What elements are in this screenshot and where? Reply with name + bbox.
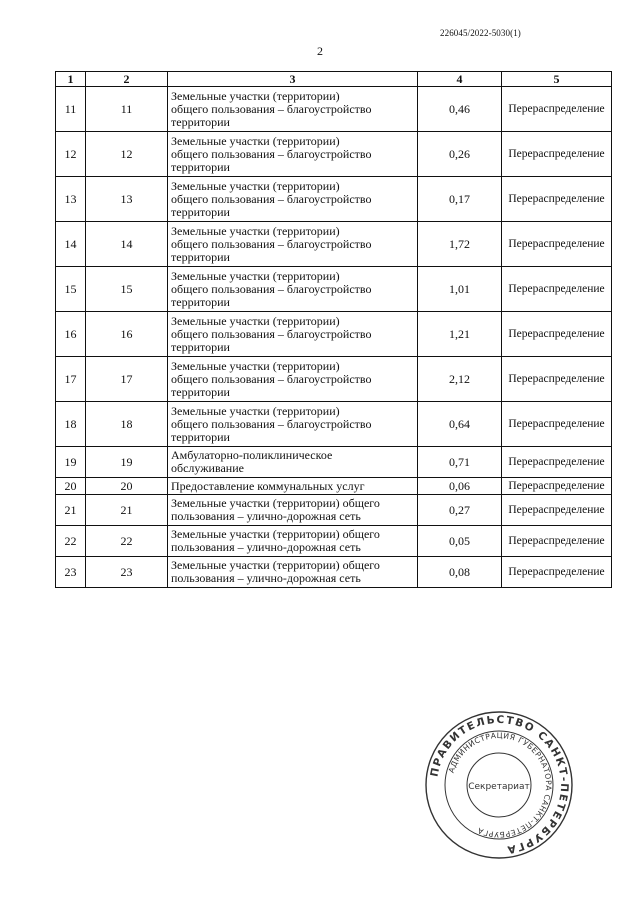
area-value: 0,64 — [418, 402, 502, 447]
area-value: 0,26 — [418, 132, 502, 177]
description-line: общего пользования – благоустройство — [171, 416, 372, 431]
land-use-description — [168, 447, 418, 478]
description-line: Амбулаторно-поликлиническое — [171, 448, 333, 462]
table-row — [56, 402, 612, 447]
area-value: 1,72 — [418, 222, 502, 267]
method-value: Перераспределение — [502, 132, 612, 177]
land-use-description — [168, 357, 418, 402]
row-number: 16 — [56, 312, 86, 357]
table-row — [56, 87, 612, 132]
area-value: 0,46 — [418, 87, 502, 132]
land-use-description — [168, 526, 418, 557]
description-line: Земельные участки (территории) — [171, 178, 340, 193]
method-value: Перераспределение — [502, 312, 612, 357]
allocation-table — [55, 71, 612, 588]
plot-number: 15 — [86, 267, 168, 312]
seal-center-text: Секретариат — [468, 782, 530, 792]
plot-number: 19 — [86, 447, 168, 478]
land-use-description — [168, 132, 418, 177]
area-value: 2,12 — [418, 357, 502, 402]
document-id: 226045/2022-5030(1) — [440, 28, 521, 38]
table-row — [56, 557, 612, 588]
description-line: Земельные участки (территории) — [171, 133, 340, 148]
plot-number: 17 — [86, 357, 168, 402]
description-line: территории — [171, 249, 230, 264]
method-value: Перераспределение — [502, 222, 612, 267]
land-use-description — [168, 222, 418, 267]
table-row — [56, 357, 612, 402]
column-header: 4 — [418, 72, 502, 87]
area-value: 0,27 — [418, 495, 502, 526]
plot-number: 20 — [86, 478, 168, 495]
column-header: 5 — [502, 72, 612, 87]
method-value: Перераспределение — [502, 177, 612, 222]
seal-inner-text: АДМИНИСТРАЦИЯ ГУБЕРНАТОРА САНКТ-ПЕТЕРБУРГА — [446, 730, 554, 840]
method-value: Перераспределение — [502, 495, 612, 526]
table-row — [56, 478, 612, 495]
area-value: 0,71 — [418, 447, 502, 478]
description-line: Земельные участки (территории) — [171, 88, 340, 103]
plot-number: 12 — [86, 132, 168, 177]
description-line: территории — [171, 204, 230, 219]
plot-number: 13 — [86, 177, 168, 222]
column-header: 3 — [168, 72, 418, 87]
secretariat-seal — [424, 710, 574, 860]
description-line: общего пользования – благоустройство — [171, 191, 372, 206]
description-line: общего пользования – благоустройство — [171, 281, 372, 296]
description-line: общего пользования – благоустройство — [171, 371, 372, 386]
row-number: 15 — [56, 267, 86, 312]
description-line: Предоставление коммунальных услуг — [171, 478, 365, 493]
description-line: Земельные участки (территории) — [171, 313, 340, 328]
description-line: Земельные участки (территории) — [171, 268, 340, 283]
description-line: Земельные участки (территории) общего — [171, 527, 380, 541]
table-header-row — [56, 72, 612, 87]
area-value: 1,01 — [418, 267, 502, 312]
description-line: территории — [171, 384, 230, 399]
method-value: Перераспределение — [502, 557, 612, 588]
plot-number: 22 — [86, 526, 168, 557]
description-line: территории — [171, 294, 230, 309]
method-value: Перераспределение — [502, 402, 612, 447]
description-line: пользования – улично-дорожная сеть — [171, 509, 361, 523]
land-use-description — [168, 267, 418, 312]
row-number: 17 — [56, 357, 86, 402]
land-use-description — [168, 557, 418, 588]
description-line: обслуживание — [171, 461, 244, 475]
table-row — [56, 222, 612, 267]
table-body — [56, 87, 612, 588]
description-line: территории — [171, 159, 230, 174]
plot-number: 16 — [86, 312, 168, 357]
description-line: Земельные участки (территории) — [171, 358, 340, 373]
table-row — [56, 177, 612, 222]
land-use-description — [168, 177, 418, 222]
land-use-description — [168, 495, 418, 526]
area-value: 0,06 — [418, 478, 502, 495]
row-number: 13 — [56, 177, 86, 222]
row-number: 19 — [56, 447, 86, 478]
description-line: Земельные участки (территории) общего — [171, 496, 380, 510]
method-value: Перераспределение — [502, 87, 612, 132]
description-line: пользования – улично-дорожная сеть — [171, 571, 361, 585]
description-line: Земельные участки (территории) — [171, 403, 340, 418]
description-line: общего пользования – благоустройство — [171, 326, 372, 341]
land-use-description — [168, 87, 418, 132]
land-use-description — [168, 478, 418, 495]
method-value: Перераспределение — [502, 526, 612, 557]
method-value: Перераспределение — [502, 447, 612, 478]
row-number: 14 — [56, 222, 86, 267]
method-value: Перераспределение — [502, 357, 612, 402]
land-use-description — [168, 402, 418, 447]
description-line: общего пользования – благоустройство — [171, 236, 372, 251]
row-number: 21 — [56, 495, 86, 526]
column-header: 1 — [56, 72, 86, 87]
table-row — [56, 132, 612, 177]
row-number: 22 — [56, 526, 86, 557]
seal-ring-text: ПРАВИТЕЛЬСТВО САНКТ-ПЕТЕРБУРГА — [428, 713, 571, 856]
column-header: 2 — [86, 72, 168, 87]
table-row — [56, 267, 612, 312]
description-line: пользования – улично-дорожная сеть — [171, 540, 361, 554]
row-number: 12 — [56, 132, 86, 177]
description-line: Земельные участки (территории) — [171, 223, 340, 238]
description-line: территории — [171, 114, 230, 129]
table-row — [56, 447, 612, 478]
plot-number: 21 — [86, 495, 168, 526]
plot-number: 14 — [86, 222, 168, 267]
table-row — [56, 495, 612, 526]
description-line: общего пользования – благоустройство — [171, 146, 372, 161]
land-use-description — [168, 312, 418, 357]
table-row — [56, 526, 612, 557]
description-line: общего пользования – благоустройство — [171, 101, 372, 116]
description-line: территории — [171, 429, 230, 444]
row-number: 23 — [56, 557, 86, 588]
plot-number: 18 — [86, 402, 168, 447]
page-number: 2 — [317, 44, 323, 58]
row-number: 20 — [56, 478, 86, 495]
row-number: 18 — [56, 402, 86, 447]
area-value: 0,08 — [418, 557, 502, 588]
row-number: 11 — [56, 87, 86, 132]
description-line: территории — [171, 339, 230, 354]
area-value: 1,21 — [418, 312, 502, 357]
table-row — [56, 312, 612, 357]
plot-number: 23 — [86, 557, 168, 588]
plot-number: 11 — [86, 87, 168, 132]
area-value: 0,17 — [418, 177, 502, 222]
method-value: Перераспределение — [502, 267, 612, 312]
description-line: Земельные участки (территории) общего — [171, 558, 380, 572]
area-value: 0,05 — [418, 526, 502, 557]
method-value: Перераспределение — [502, 478, 612, 495]
